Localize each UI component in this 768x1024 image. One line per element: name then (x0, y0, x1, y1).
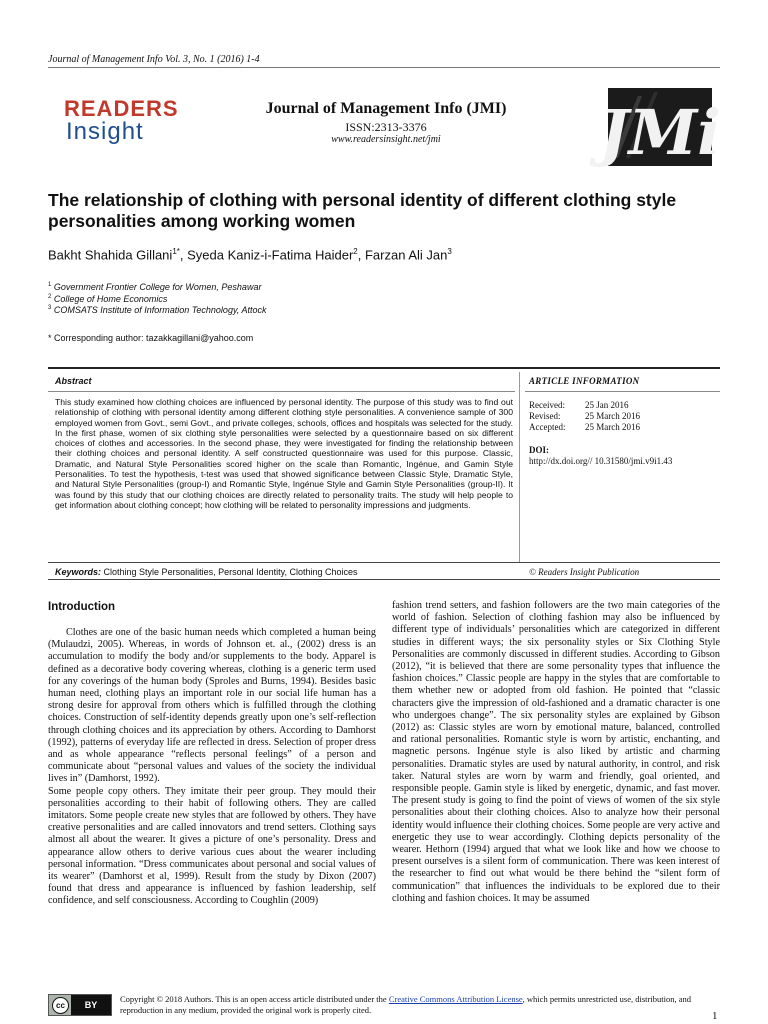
keywords-top-rule (48, 562, 720, 563)
abstract-heading-rule (48, 391, 515, 392)
copyright-text: Copyright © 2018 Authors. This is an open access article distributed under the (120, 994, 389, 1004)
received-date (529, 400, 629, 410)
keywords-label: Keywords: (55, 567, 102, 577)
author-list: Bakht Shahida Gillani$^{1*}$, Syeda Kaniz-i-Fatima Haider$^2$, Farzan Ali Jan$^3$ (48, 247, 452, 263)
doi-label: DOI: (529, 445, 549, 455)
article-title: The relationship of clothing with personal identity of different clothing style personalities among working women (48, 190, 677, 231)
abstract-heading: Abstract (55, 376, 92, 386)
keywords (55, 567, 358, 577)
by-icon: BY (71, 995, 111, 1015)
abstract-top-rule (48, 367, 720, 369)
readers-insight-logo (64, 98, 199, 148)
cc-icon: cc (52, 997, 69, 1014)
body-column-left (48, 627, 376, 908)
body-paragraph: Some people copy others. They imitate their peer group. They mould their personalities according to their habit of following others. They are called imitators. Some people create new styles that are followed by others. They have creative personalities and are called innovators and trend setters. Clothing says almost all about the wearer. It gives a picture of one’s personality. Dress and appearance allow others to derive various cues about the wearer including personal information. “Dress communicates about personal and social values of its wearer” (Damhorst et al, 1999). Result from the study by Dixon (2007) found that dress and appearance is influenced by fashion leadership, self confidence, and self consciousness. According to Coughlin (2009) (48, 785, 376, 907)
affiliation-sup: 1 (48, 282, 52, 288)
doi-link[interactable]: http://dx.doi.org// 10.31580/jmi.v9i1.43 (529, 456, 673, 466)
date-label: Revised: (529, 411, 561, 421)
author-sup: 2 (353, 247, 358, 256)
header-divider (48, 67, 720, 68)
logo-top-text: READERS (64, 96, 179, 121)
body-paragraph: fashion trend setters, and fashion followers are the two main categories of the world of fashion. Selection of clothing fashion may also be influenced by different type of individuals’ personalities which are categorized in different studies in different ways; the six personality styles or Six Clothing Style Personalities are commonly discussed in different studies. According to Gibson (2012), “it is believed that there are some personality types that influence the fashion choices.” Classic people are happy in the styles that are comfortable to them whether new or adopted from old fashion. He pointed that “classic characters give the impression of old-fashioned and a dramatic character is one who undergoes change”. The six personality styles are explained by Gibson (2012) as: Classic styles are worn by emotional mature, balanced, controlled and rational personalities. Romantic style is worn by artistic, enchanting, and magnetic persons. Ingénue style is also liked by artistic and charming personalities. Dramatic styles are used by natural authority, in control, and risk taker. Natural styles are worn by warm and friendly, goal oriented, and responsible people. Gamin style is liked by energetic, dynamic, and fast mover. The present study is going to find the point of views of women of the six style personalities about their clothing choices. Also to analyze how their personal identity would influence their clothing choices. Some people are very active and energetic they use to wear accordingly. Clothing depicts personality of the wearer. Hethorn (1994) argued that what we look like and how we choose to present ourselves is a silent form of communication. There was keen interest of the researcher to find out what would be there behind the “silent form of communication” that influences the individuals to be explored due to their clothing and fashion choices. It may be assumed (392, 600, 720, 904)
article-info-heading: ARTICLE INFORMATION (529, 376, 640, 386)
affiliation (48, 282, 261, 292)
journal-issn: ISSN:2313-3376 (345, 120, 427, 134)
body-column-right (392, 600, 720, 905)
affiliation-sup: 2 (48, 294, 52, 300)
author-sup: 1* (172, 247, 180, 256)
license-link[interactable]: Creative Commons Attribution License (388, 994, 523, 1004)
date-value: 25 March 2016 (585, 411, 640, 421)
jmi-cover-logo (599, 88, 721, 169)
logo-bottom-text: Insight (66, 118, 144, 145)
keywords-text: Clothing Style Personalities, Personal Identity, Clothing Choices (103, 567, 358, 577)
abstract-text: This study examined how clothing choices are influenced by personal identity. The purpose of this study was to find out relationship of clothing with personal identity among different clothing style personalities. A convenience sample of 300 employed women from Govt., semi Govt., and private colleges, schools, offices and hospitals was selected for the study. In the first phase, women of six clothing style personalities were selected by a questionnaire based on six different choices of clothes and accessories. In the second phase, they were investigated for finding the relationship between their clothing choices and personal identity. A self constructed questionnaire was used for this purpose. Classic, Dramatic, and Natural Style Personalities scored higher on the scale than Romantic, Ingénue, and Gamin Style Personalities. To test the hypothesis, t-test was used that showed significance between Classic Style, Dramatic Style, and Natural Style Personalities (group-I) and Romantic Style, Ingénue Style and Gamin Style Personalities (group-II). It was found by this study that our clothing choices are directly related to personality traits. The study will help people to get information about clothing concept; how clothing will be related to personality impressions and judgments. (55, 397, 513, 510)
author-name: Syeda Kaniz-i-Fatima Haider (187, 247, 354, 263)
corresponding-author: * Corresponding author: tazakkagillani@yahoo.com (48, 333, 254, 343)
author-name: Bakht Shahida Gillani (48, 247, 173, 263)
affiliation-sup: 3 (48, 305, 52, 311)
cc-by-license-badge[interactable] (48, 994, 112, 1016)
affiliation (48, 294, 167, 304)
revised-date (529, 411, 640, 421)
date-label: Received: (529, 400, 565, 410)
abstract-column-divider (519, 372, 520, 562)
affiliation-text: COMSATS Institute of Information Technology, Attock (53, 305, 267, 315)
section-heading-introduction: Introduction (48, 601, 116, 613)
accepted-date (529, 422, 640, 432)
article-info-rule (525, 391, 720, 392)
publication-note: © Readers Insight Publication (529, 567, 640, 577)
jmi-logo-text: JMi (599, 96, 721, 169)
affiliation-text: College of Home Economics (53, 294, 168, 304)
affiliation (48, 305, 266, 315)
journal-website[interactable]: www.readersinsight.net/jmi (331, 134, 441, 145)
running-head: Journal of Management Info Vol. 3, No. 1 (2016) 1-4 (48, 54, 260, 65)
date-value: 25 March 2016 (585, 422, 640, 432)
date-value: 25 Jan 2016 (585, 400, 629, 410)
page-number: 1 (712, 1010, 718, 1022)
copyright-text-end: , which permits unrestricted use, distribution, and reproduction in any medium, provided the original work is properly cited. (120, 994, 691, 1015)
author-sup: 3 (447, 247, 452, 256)
date-label: Accepted: (529, 422, 566, 432)
journal-name: Journal of Management Info (JMI) (265, 100, 507, 117)
jmi-logo-graphic (599, 88, 721, 169)
body-paragraph: Clothes are one of the basic human needs which completed a human being (Mulaudzi, 2005). Whereas, in words of Johnson et. al., (2002) dress is an accumulation to modify the body and/or supplements to the body. Apparel is defined as a decorative body covering whereas, clothing is a generic term used for any coverings of the human body (Sproles and Burns, 1994). Besides basic human need, clothing plays an important role in our social life human has a strong desire for approval from others which is fulfilled through the clothing choices. Construction of self-identity depends greatly upon one’s self-reflection through clothing choices and its appreciation by others. According to Damhorst (1992), patterns of everyday life are reflected in dress. Selection of proper dress and as whole appearance “reflects personal feelings” of a person and communicate about “personal values and values of the society the individual lives in” (Damhorst, 1992). (48, 627, 376, 785)
affiliation-text: Government Frontier College for Women, Peshawar (53, 282, 262, 292)
author-name: Farzan Ali Jan (364, 247, 448, 263)
copyright-notice (120, 994, 710, 1015)
keywords-bottom-rule (48, 579, 720, 580)
